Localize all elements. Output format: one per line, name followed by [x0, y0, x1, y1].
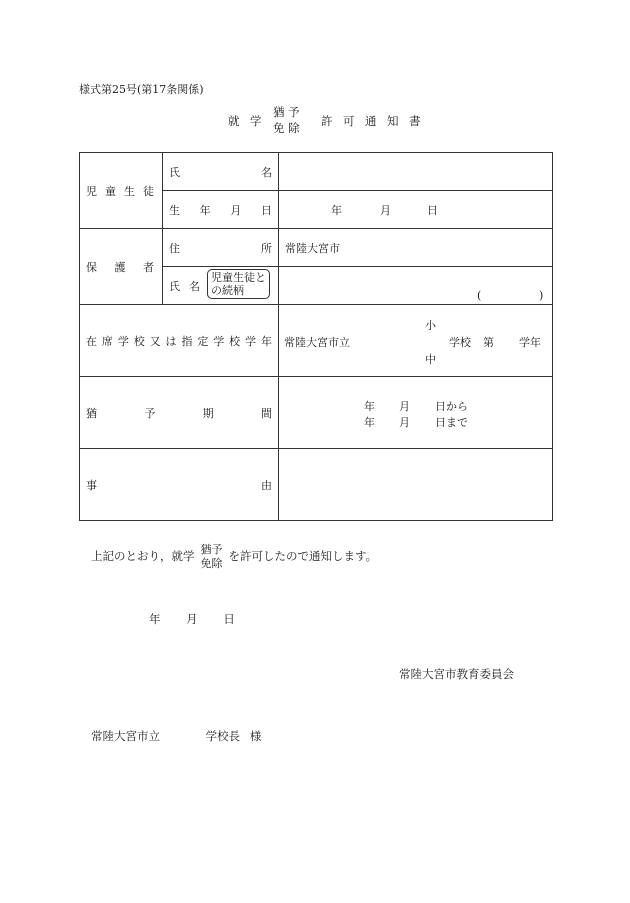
form-number: 様式第25号(第17条関係): [79, 83, 204, 96]
document-title: [0, 104, 630, 138]
relation-box: 児童生徒と の続柄: [207, 269, 270, 299]
title-char: 就: [228, 114, 240, 128]
guardian-name-field[interactable]: ( ): [279, 267, 553, 305]
addressee: 常陸大宮市立 学校長 様: [91, 729, 262, 743]
student-header-cell: 児 童 生 徒: [80, 153, 163, 229]
reason-field[interactable]: [279, 449, 553, 521]
guardian-header-cell: 保 護 者: [80, 229, 163, 305]
title-lower-option: 免 除: [273, 121, 300, 135]
title-char: 書: [409, 114, 421, 128]
reason-label-cell: 事 由: [80, 449, 279, 521]
period-field[interactable]: 年 月 日から 年 月 日まで: [279, 377, 553, 449]
title-char: 学: [250, 114, 262, 128]
guardian-name-label-cell: 氏 名 児童生徒と の続柄: [163, 267, 279, 305]
title-char: 可: [343, 114, 355, 128]
issue-date[interactable]: 年 月 日: [149, 612, 235, 626]
title-char: 通: [365, 114, 377, 128]
notice-body: 上記のとおり，就学 猶予 免除を許可したので通知します。: [91, 543, 378, 570]
student-name-label-cell: 氏 名: [163, 153, 279, 191]
guardian-address-label-cell: 住 所: [163, 229, 279, 267]
student-name-field[interactable]: [279, 153, 553, 191]
student-birth-label-cell: 生 年 月 日: [163, 191, 279, 229]
title-char: 許: [321, 114, 333, 128]
school-field[interactable]: 常陸大宮市立 小 中 学校 第 学年: [279, 305, 553, 377]
title-char: 知: [387, 114, 399, 128]
issuer-name: 常陸大宮市教育委員会: [399, 667, 514, 681]
title-upper-option: 猶 予: [273, 105, 300, 119]
body-option-stack: 猶予 免除: [200, 543, 223, 570]
period-label-cell: 猶 予 期 間: [80, 377, 279, 449]
school-label-cell: 在 席 学 校 又 は 指 定 学 校 学 年: [80, 305, 279, 377]
notice-form-table: [79, 152, 553, 521]
student-birthdate-field[interactable]: 年 月 日: [279, 191, 553, 229]
guardian-address-field[interactable]: 常陸大宮市: [279, 229, 553, 267]
